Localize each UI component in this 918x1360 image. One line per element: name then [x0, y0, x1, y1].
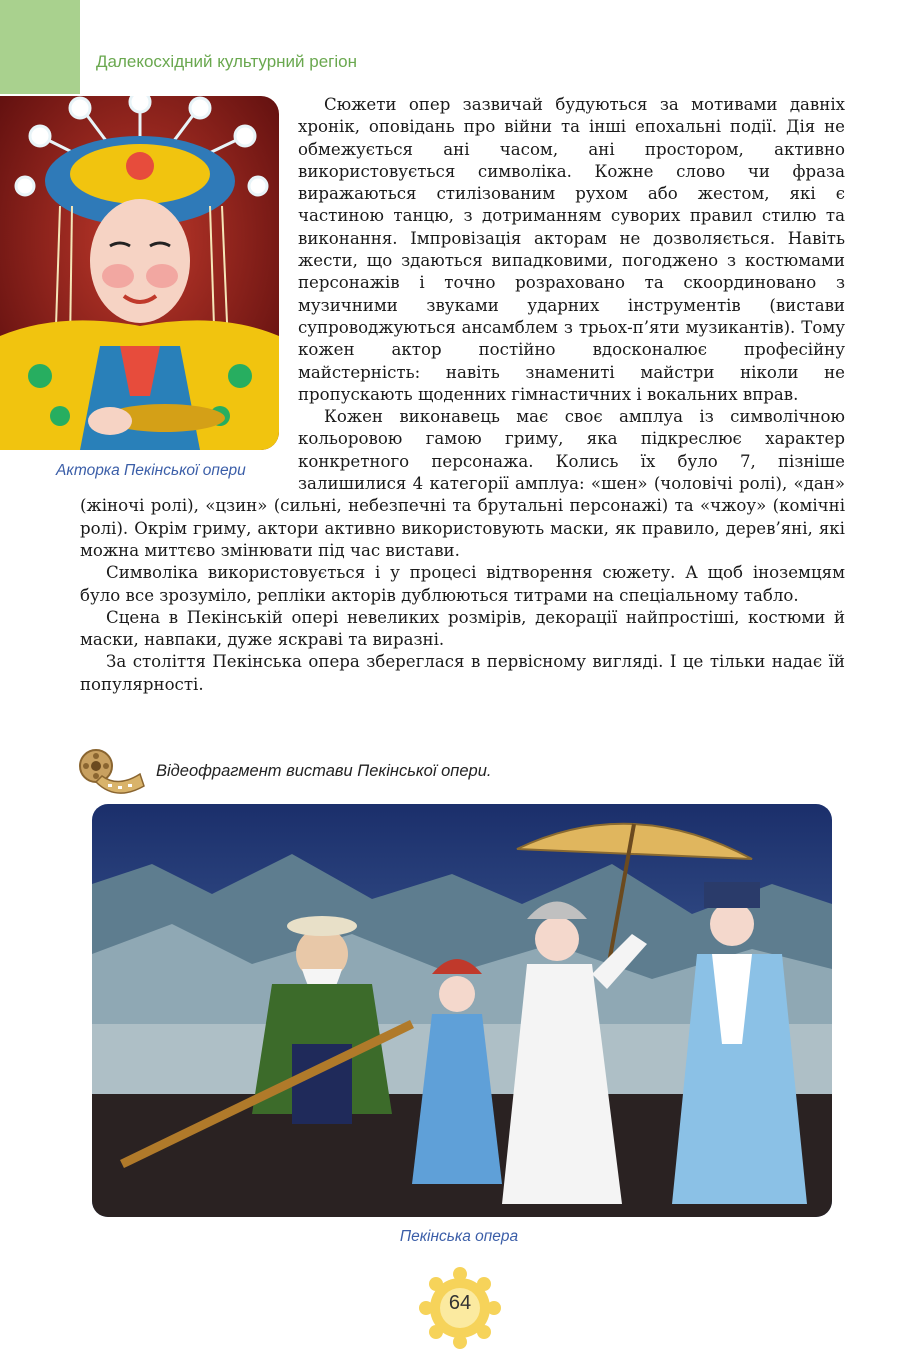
- article-body: [80, 94, 845, 696]
- paragraph-plots: Сюжети опер зазвичай будуються за мотивами давніх хронік, оповідань про війни та інші епохальні події. Дія не обмежується ані часом, ані простором, активно використовується символіка. Кожне слово чи фраза виражаються стилізованим рухом або жестом, які є частиною танцю, з дотриманням суворих правил стилю та виконання. Імпровізація акторам не дозволяється. Навіть жести, що здаються випадковими, погоджено з костюмами персонажів і точно розраховано та скоординовано з музичними звуками ударних інструментів (вистави супроводжуються ансамблем з трьох-п’яти музикантів). Тому кожен актор постійно вдосконалює професійну майстерність: навіть знамениті майстри ніколи не пропускають щоденних гімнастичних і вокальних вправ.: [298, 95, 845, 404]
- page-header-title: Далекосхідний культурний регіон: [96, 52, 358, 71]
- beijing-opera-stage-photo: [92, 804, 832, 1217]
- paragraph-roles: Кожен виконавець має своє амплуа із символічною кольоровою гамою гриму, яка підкреслює характер конкретного персонажа. Колись їх було 7, пізніше залишилися 4 категорії амплуа: «шен» (чоловічі ролі), «дан» (жіночі ролі), «цзин» (сильні, небезпечні та брутальні персонажі) та «чжоу» (комічні ролі). Окрім гриму, актори активно використовують маски, як правило, дерев’яні, які можна миттєво змінювати під час вистави.: [80, 407, 845, 560]
- page-number: 64: [448, 1292, 472, 1314]
- paragraph-stage: Сцена в Пекінській опері невеликих розмірів, декорації найпростіші, костюми й маски, навпаки, дуже яскраві та виразні.: [80, 607, 845, 650]
- video-fragment-link[interactable]: Відеофрагмент вистави Пекінської опери.: [156, 762, 492, 780]
- header-color-tab: [0, 0, 80, 94]
- paragraph-symbolism: Символіка використовується і у процесі відтворення сюжету. А щоб іноземцям було все зрозуміло, репліки акторів дублюються титрами на спеціальному табло.: [80, 563, 845, 605]
- stage-photo-caption: Пекінська опера: [399, 1228, 519, 1245]
- film-reel-icon[interactable]: [76, 744, 146, 804]
- actress-photo-caption: Акторка Пекінської опери: [56, 462, 246, 479]
- paragraph-tradition: За століття Пекінська опера збереглася в первісному вигляді. І це тільки надає їй популярності.: [80, 652, 845, 694]
